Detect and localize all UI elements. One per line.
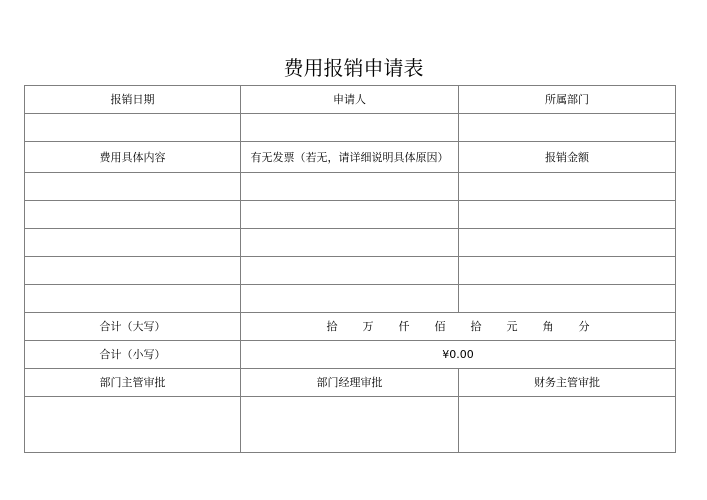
- approval-header-row: [25, 369, 676, 397]
- total-lower-row: [25, 341, 676, 369]
- expense-content-field[interactable]: [25, 229, 241, 257]
- unit-label: 拾: [470, 320, 482, 333]
- expense-content-field[interactable]: [25, 257, 241, 285]
- expense-row: [25, 285, 676, 313]
- invoice-field[interactable]: [241, 285, 459, 313]
- finance-head-signature-field[interactable]: [459, 397, 676, 453]
- expense-content-field[interactable]: [25, 201, 241, 229]
- expense-row: [25, 257, 676, 285]
- amount-label: 报销金额: [459, 142, 676, 173]
- form-title: 费用报销申请表: [283, 56, 424, 80]
- unit-label: 仟: [398, 320, 410, 333]
- total-upper-label: 合计（大写）: [25, 313, 241, 341]
- amount-field[interactable]: [459, 201, 676, 229]
- expense-row: [25, 173, 676, 201]
- department-label: 所属部门: [459, 86, 676, 114]
- invoice-label: 有无发票（若无，请详细说明具体原因）: [241, 142, 459, 173]
- unit-label: 拾: [326, 320, 338, 333]
- unit-label: 角: [542, 320, 554, 333]
- invoice-field[interactable]: [241, 173, 459, 201]
- department-field[interactable]: [459, 114, 676, 142]
- total-upper-row: [25, 313, 676, 341]
- header-row: [25, 86, 676, 114]
- unit-label: 元: [506, 320, 518, 333]
- amount-field[interactable]: [459, 285, 676, 313]
- dept-head-approval-label: 部门主管审批: [25, 369, 241, 397]
- detail-header-row: [25, 142, 676, 173]
- total-upper-value[interactable]: [241, 313, 676, 341]
- date-label: 报销日期: [25, 86, 241, 114]
- invoice-field[interactable]: [241, 257, 459, 285]
- expense-row: [25, 201, 676, 229]
- approval-signature-row: [25, 397, 676, 453]
- expense-content-label: 费用具体内容: [25, 142, 241, 173]
- dept-manager-approval-label: 部门经理审批: [241, 369, 459, 397]
- amount-field[interactable]: [459, 257, 676, 285]
- unit-label: 万: [362, 320, 374, 333]
- total-lower-label: 合计（小写）: [25, 341, 241, 369]
- unit-label: 分: [578, 320, 590, 333]
- expense-content-field[interactable]: [25, 285, 241, 313]
- header-input-row: [25, 114, 676, 142]
- expense-row: [25, 229, 676, 257]
- dept-head-signature-field[interactable]: [25, 397, 241, 453]
- expense-content-field[interactable]: [25, 173, 241, 201]
- reimbursement-form-table: [24, 85, 676, 453]
- dept-manager-signature-field[interactable]: [241, 397, 459, 453]
- date-field[interactable]: [25, 114, 241, 142]
- invoice-field[interactable]: [241, 229, 459, 257]
- applicant-label: 申请人: [241, 86, 459, 114]
- amount-field[interactable]: [459, 173, 676, 201]
- amount-field[interactable]: [459, 229, 676, 257]
- invoice-field[interactable]: [241, 201, 459, 229]
- total-upper-units: [245, 320, 671, 333]
- unit-label: 佰: [434, 320, 446, 333]
- total-lower-value[interactable]: ¥0.00: [241, 341, 676, 369]
- finance-head-approval-label: 财务主管审批: [459, 369, 676, 397]
- applicant-field[interactable]: [241, 114, 459, 142]
